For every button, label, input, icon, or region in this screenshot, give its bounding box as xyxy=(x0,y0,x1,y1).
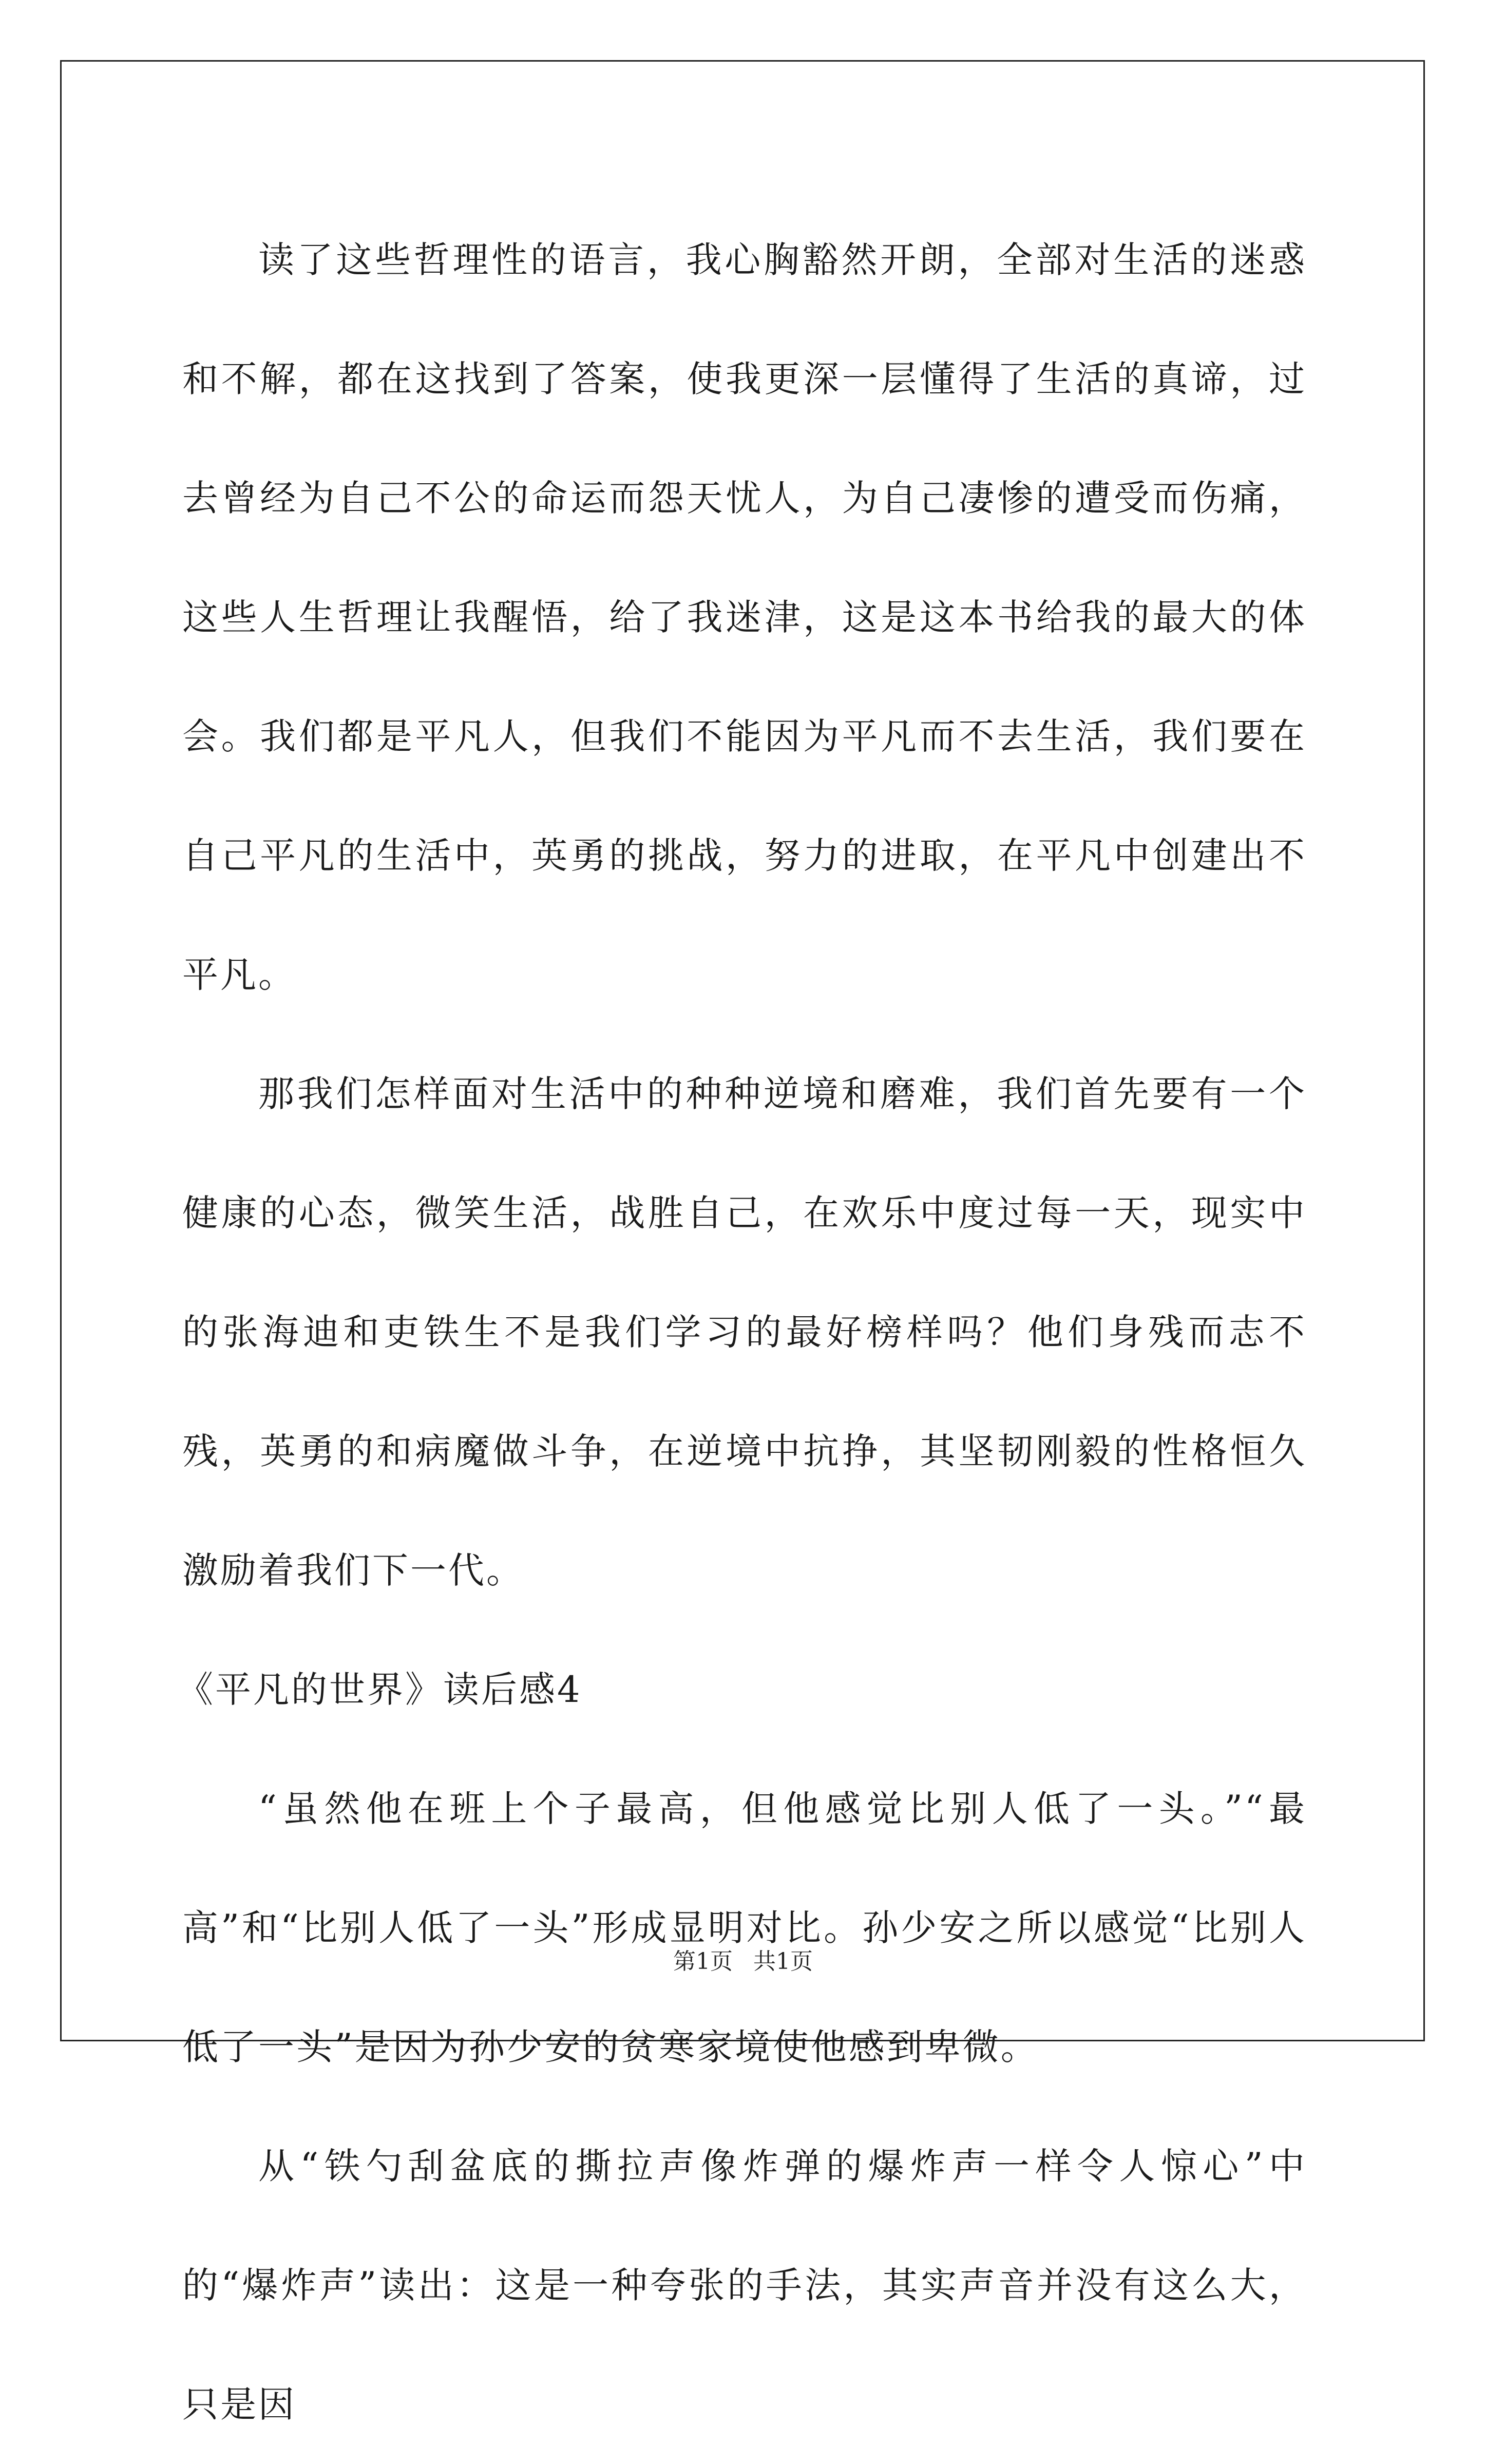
page-footer xyxy=(0,1943,1486,1976)
paragraph-4: 从“铁勺刮盆底的撕拉声像炸弹的爆炸声一样令人惊心”中的“爆炸声”读出：这是一种夸张的手法，其实声音并没有这么大，只是因 xyxy=(182,2145,1307,2425)
paragraph-3: “虽然他在班上个子最高，但他感觉比别人低了一头。”“最高”和“比别人低了一头”形成显明对比。孙少安之所以感觉“比别人低了一头”是因为孙少安的贫寒家境使他感到卑微。 xyxy=(182,1788,1307,2068)
section-heading-container xyxy=(177,1630,1307,1749)
section-heading: 《平凡的世界》读后感4 xyxy=(177,1669,582,1711)
total-pages: 共1页 xyxy=(753,1948,813,1975)
document-body xyxy=(177,200,1307,2464)
page-number: 第1页 xyxy=(673,1948,733,1975)
paragraph-2: 那我们怎样面对生活中的种种逆境和磨难，我们首先要有一个健康的心态，微笑生活，战胜自己，在欢乐中度过每一天，现实中的张海迪和吏铁生不是我们学习的最好榜样吗？他们身残而志不残，英勇的和病魔做斗争，在逆境中抗挣，其坚韧刚毅的性格恒久激励着我们下一代。 xyxy=(182,1073,1307,1591)
paragraph-1: 读了这些哲理性的语言，我心胸豁然开朗，全部对生活的迷惑和不解，都在这找到了答案，使我更深一层懂得了生活的真谛，过去曾经为自己不公的命运而怨天忧人，为自己凄惨的遭受而伤痛，这些人生哲理让我醒悟，给了我迷津，这是这本书给我的最大的体会。我们都是平凡人，但我们不能因为平凡而不去生活，我们要在自己平凡的生活中，英勇的挑战，努力的进取，在平凡中创建出不平凡。 xyxy=(182,239,1307,996)
